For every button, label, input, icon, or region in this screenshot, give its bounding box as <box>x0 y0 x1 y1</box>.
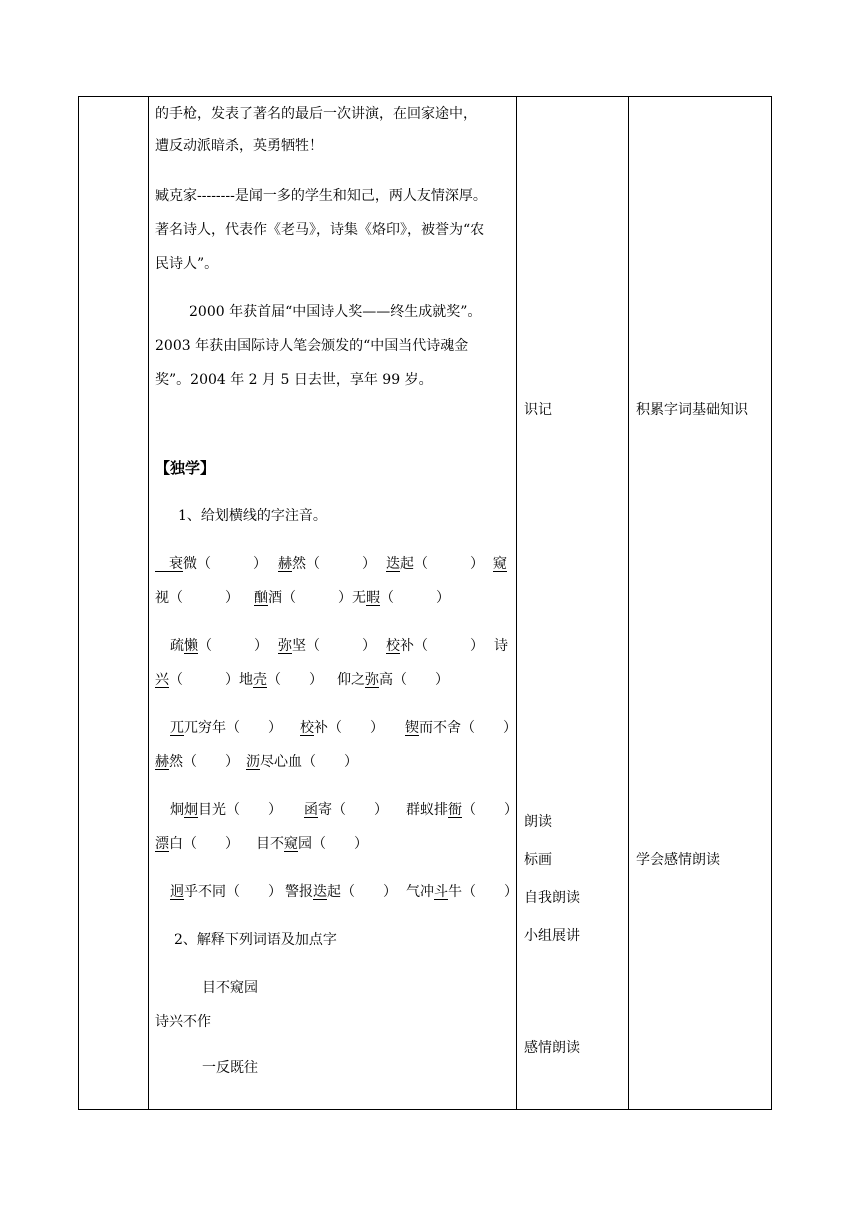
pinyin-row-4b: 漂白（ ） <box>155 836 239 852</box>
pinyin-row-4b-word-2: 目不窥园（ ） <box>256 836 368 852</box>
para-1-line-1: 的手枪，发表了著名的最后一次讲演，在回家途中， <box>155 106 477 122</box>
question-1-title: 1、给划横线的字注音。 <box>178 508 327 524</box>
vocab-3: 一反既往 <box>202 1060 258 1076</box>
vocab-2: 诗兴不作 <box>155 1014 211 1030</box>
activity-group-presentation: 小组展讲 <box>524 928 580 944</box>
para-2-line-1: 臧克家--------是闻一多的学生和知己，两人友情深厚。 <box>155 188 487 204</box>
pinyin-row-5: 迥乎不同（ ） <box>170 884 282 900</box>
pinyin-row-2b: 兴（ ）地壳（ ） <box>155 672 323 688</box>
pinyin-row-3: 兀兀穷年（ ） <box>170 720 282 736</box>
pinyin-row-2-word-3: 校补（ ） <box>386 638 484 654</box>
pinyin-row-3-word-2: 校补（ ） <box>300 720 384 736</box>
section-title: 【独学】 <box>155 459 216 477</box>
para-3-line-3: 奖”。2004 年 2 月 5 日去世，享年 99 岁。 <box>155 372 433 388</box>
para-3-line-2: 2003 年获由国际诗人笔会颁发的“中国当代诗魂金 <box>155 338 469 354</box>
pinyin-row-1b-word-2: 酗酒（ ）无暇（ ） <box>254 590 450 606</box>
column-divider-3 <box>628 97 629 1109</box>
column-divider-2 <box>516 97 517 1109</box>
para-1-line-2: 遭反动派暗杀，英勇牺牲！ <box>155 138 323 154</box>
para-2-line-2: 著名诗人，代表作《老马》，诗集《烙印》，被誉为“农 <box>155 222 485 238</box>
pinyin-row-5-word-3: 气冲斗牛（ ） <box>406 884 518 900</box>
para-3-line-1: 2000 年获首届“中国诗人奖——终生成就奖”。 <box>189 304 482 320</box>
activity-memorize: 识记 <box>524 402 552 418</box>
goal-vocabulary: 积累字词基础知识 <box>636 402 748 418</box>
question-2-title: 2、解释下列词语及加点字 <box>174 932 337 948</box>
activity-mark: 标画 <box>524 852 552 868</box>
activity-read-aloud: 朗读 <box>524 814 552 830</box>
pinyin-row-2b-word-3: 仰之弥高（ ） <box>337 672 449 688</box>
pinyin-row-1-word-2: 赫然（ ） <box>278 556 376 572</box>
activity-emotional-reading: 感情朗读 <box>524 1040 580 1056</box>
column-divider-1 <box>148 97 149 1109</box>
pinyin-row-2: 疏懒（ ） <box>170 638 268 654</box>
pinyin-row-3b: 赫然（ ） <box>155 754 239 770</box>
pinyin-row-1b: 视（ ） <box>155 590 239 606</box>
pinyin-row-2-word-2: 弥坚（ ） <box>278 638 376 654</box>
pinyin-row-3-word-3: 锲而不舍（ ） <box>405 720 517 736</box>
pinyin-row-3b-word-2: 沥尽心血（ ） <box>246 754 358 770</box>
pinyin-row-1: 衰微（ ） <box>169 556 267 572</box>
pinyin-row-5-word-2: 警报迭起（ ） <box>285 884 397 900</box>
pinyin-row-4-word-3: 群蚁排衙（ ） <box>406 802 518 818</box>
para-2-line-3: 民诗人”。 <box>155 256 219 272</box>
pinyin-row-4: 炯炯目光（ ） <box>170 802 282 818</box>
pinyin-row-4-word-2: 函寄（ ） <box>304 802 388 818</box>
pinyin-row-1-word-4: 窥 <box>493 556 507 572</box>
vocab-1: 目不窥园 <box>202 980 258 996</box>
goal-emotional-reading: 学会感情朗读 <box>636 852 720 868</box>
pinyin-row-1-word-3: 迭起（ ） <box>386 556 484 572</box>
activity-self-reading: 自我朗读 <box>524 890 580 906</box>
pinyin-row-2-word-4: 诗 <box>494 638 508 654</box>
